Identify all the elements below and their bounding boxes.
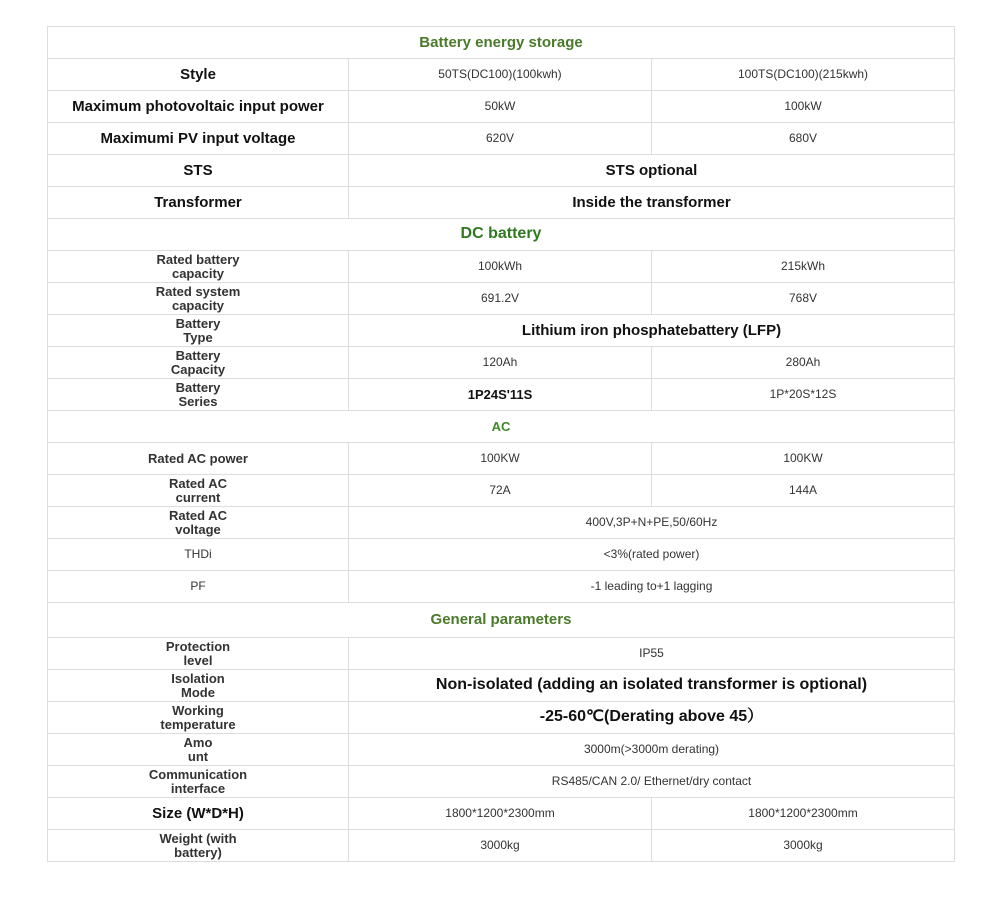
row-value-working-temperature: -25-60℃(Derating above 45）: [349, 702, 955, 734]
section-title-dc-battery: DC battery: [48, 219, 955, 251]
row-label-max-pv-voltage: Maximumi PV input voltage: [48, 123, 349, 155]
table-row-rated-system-capacity: [48, 283, 955, 315]
table-row-max-pv-power: [48, 91, 955, 123]
row-label-battery-type-text: Battery Type: [175, 315, 221, 345]
row-label-rated-ac-voltage: [48, 507, 349, 539]
table-row-battery-type: [48, 315, 955, 347]
row-label-transformer: Transformer: [48, 187, 349, 219]
row-label-rated-ac-power: Rated AC power: [48, 443, 349, 475]
row-label-max-pv-power: Maximum photovoltaic input power: [48, 91, 349, 123]
row-label-rated-ac-voltage-text: Rated AC voltage: [168, 507, 228, 537]
row-value-transformer: Inside the transformer: [349, 187, 955, 219]
row-label-thdi: THDi: [48, 539, 349, 571]
row-label-rated-ac-current-text: Rated AC current: [168, 475, 228, 505]
section-row-ac: [48, 411, 955, 443]
row-label-amount: [48, 734, 349, 766]
row-label-rated-battery-capacity-text: Rated battery capacity: [156, 251, 240, 281]
row-value-max-pv-power-2: 100kW: [652, 91, 955, 123]
table-row-rated-battery-capacity: [48, 251, 955, 283]
row-label-weight-text: Weight (with battery): [159, 830, 237, 860]
row-label-protection-level: [48, 638, 349, 670]
row-value-rated-ac-power-1: 100KW: [349, 443, 652, 475]
row-value-rated-ac-power-2: 100KW: [652, 443, 955, 475]
table-row-protection-level: [48, 638, 955, 670]
row-label-communication-interface: [48, 766, 349, 798]
row-value-max-pv-power-1: 50kW: [349, 91, 652, 123]
spec-table: [47, 26, 955, 862]
row-label-working-temperature: [48, 702, 349, 734]
row-label-isolation-mode: [48, 670, 349, 702]
table-row-weight: [48, 830, 955, 862]
row-value-size-2: 1800*1200*2300mm: [652, 798, 955, 830]
table-row-battery-series: [48, 379, 955, 411]
table-row-isolation-mode: [48, 670, 955, 702]
row-value-style-2: 100TS(DC100)(215kwh): [652, 59, 955, 91]
table-row-battery-capacity: [48, 347, 955, 379]
section-row-dc-battery: [48, 219, 955, 251]
table-row-transformer: [48, 187, 955, 219]
section-title-battery-energy-storage: Battery energy storage: [48, 27, 955, 59]
row-label-style: Style: [48, 59, 349, 91]
row-value-pf: -1 leading to+1 lagging: [349, 571, 955, 603]
table-row-working-temperature: [48, 702, 955, 734]
row-label-rated-system-capacity-text: Rated system capacity: [155, 283, 241, 313]
row-label-battery-capacity: [48, 347, 349, 379]
row-value-battery-series-2: 1P*20S*12S: [652, 379, 955, 411]
row-label-sts: STS: [48, 155, 349, 187]
row-label-pf: PF: [48, 571, 349, 603]
section-title-general-parameters: General parameters: [48, 603, 955, 638]
row-value-rated-battery-capacity-1: 100kWh: [349, 251, 652, 283]
row-value-isolation-mode: Non-isolated (adding an isolated transformer is optional): [349, 670, 955, 702]
section-title-ac: AC: [48, 411, 955, 443]
row-label-rated-battery-capacity: [48, 251, 349, 283]
row-value-rated-ac-current-2: 144A: [652, 475, 955, 507]
row-value-rated-ac-current-1: 72A: [349, 475, 652, 507]
table-row-pf: [48, 571, 955, 603]
row-value-amount: 3000m(>3000m derating): [349, 734, 955, 766]
row-value-max-pv-voltage-2: 680V: [652, 123, 955, 155]
table-row-size: [48, 798, 955, 830]
row-value-max-pv-voltage-1: 620V: [349, 123, 652, 155]
row-value-sts: STS optional: [349, 155, 955, 187]
row-label-size: Size (W*D*H): [48, 798, 349, 830]
table-row-rated-ac-voltage: [48, 507, 955, 539]
section-row-general-parameters: [48, 603, 955, 638]
row-value-battery-capacity-2: 280Ah: [652, 347, 955, 379]
row-value-rated-system-capacity-1: 691.2V: [349, 283, 652, 315]
row-label-protection-level-text: Protection level: [165, 638, 231, 668]
row-value-weight-2: 3000kg: [652, 830, 955, 862]
row-label-communication-interface-text: Communication interface: [148, 766, 248, 796]
row-value-communication-interface: RS485/CAN 2.0/ Ethernet/dry contact: [349, 766, 955, 798]
row-value-style-1: 50TS(DC100)(100kwh): [349, 59, 652, 91]
row-label-amount-text: Amo unt: [183, 734, 213, 764]
row-value-thdi: <3%(rated power): [349, 539, 955, 571]
row-value-size-1: 1800*1200*2300mm: [349, 798, 652, 830]
row-value-rated-ac-voltage: 400V,3P+N+PE,50/60Hz: [349, 507, 955, 539]
row-value-battery-type: Lithium iron phosphatebattery (LFP): [349, 315, 955, 347]
row-label-battery-capacity-text: Battery Capacity: [170, 347, 226, 377]
row-value-rated-battery-capacity-2: 215kWh: [652, 251, 955, 283]
table-row-sts: [48, 155, 955, 187]
table-row-thdi: [48, 539, 955, 571]
row-value-battery-series-1: 1P24S'11S: [349, 379, 652, 411]
table-row-communication-interface: [48, 766, 955, 798]
row-value-rated-system-capacity-2: 768V: [652, 283, 955, 315]
row-label-battery-series-text: Battery Series: [175, 379, 221, 409]
row-label-weight: [48, 830, 349, 862]
section-row-battery-energy-storage: [48, 27, 955, 59]
row-value-weight-1: 3000kg: [349, 830, 652, 862]
table-row-max-pv-voltage: [48, 123, 955, 155]
row-value-battery-capacity-1: 120Ah: [349, 347, 652, 379]
row-label-isolation-mode-text: Isolation Mode: [171, 670, 225, 700]
row-label-battery-series: [48, 379, 349, 411]
row-label-rated-system-capacity: [48, 283, 349, 315]
row-label-battery-type: [48, 315, 349, 347]
table-row-rated-ac-current: [48, 475, 955, 507]
row-label-rated-ac-current: [48, 475, 349, 507]
table-row-rated-ac-power: [48, 443, 955, 475]
table-row-style: [48, 59, 955, 91]
table-row-amount: [48, 734, 955, 766]
row-label-working-temperature-text: Working temperature: [160, 702, 236, 732]
row-value-protection-level: IP55: [349, 638, 955, 670]
